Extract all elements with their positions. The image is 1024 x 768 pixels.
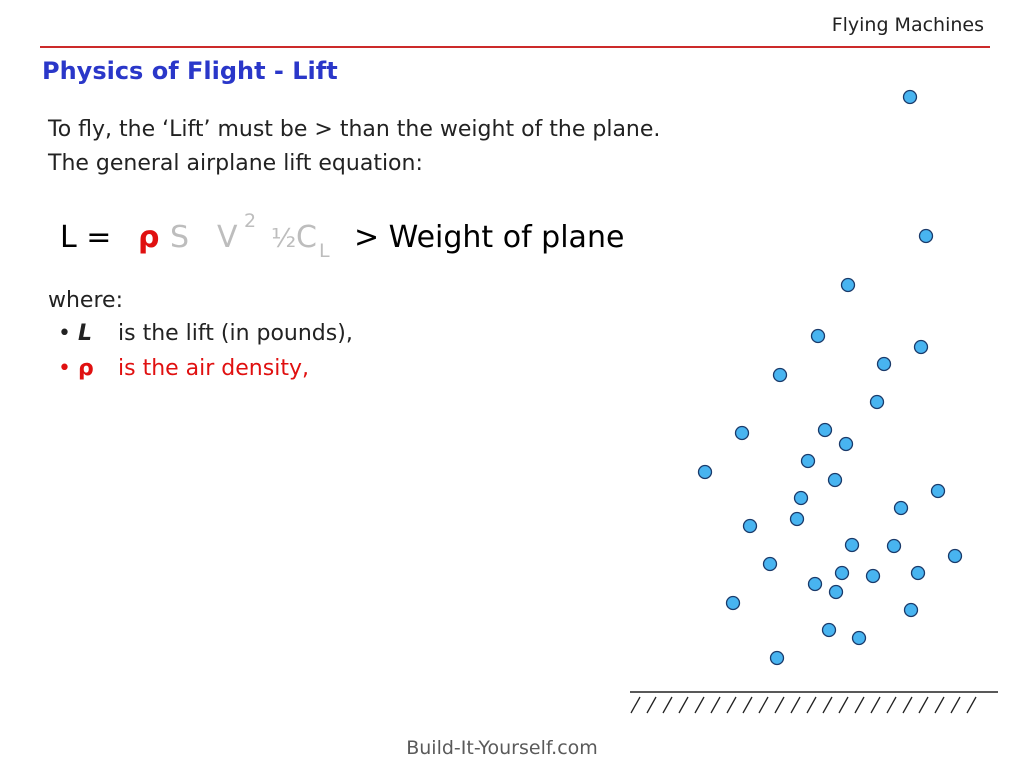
hatch-mark [903, 697, 912, 713]
hatch-mark [935, 697, 944, 713]
hatch-mark [855, 697, 864, 713]
hatch-mark [807, 697, 816, 713]
equation-half: ½ [271, 224, 297, 254]
air-particle [802, 455, 815, 468]
air-particle [727, 597, 740, 610]
footer-site: Build-It-Yourself.com [406, 737, 598, 759]
air-particle [699, 466, 712, 479]
equation-s: S [170, 220, 190, 255]
air-particle [904, 91, 917, 104]
intro-line-2: The general airplane lift equation: [48, 151, 423, 176]
definition-text: is the air density, [118, 356, 309, 381]
air-particle [812, 330, 825, 343]
air-particle [744, 520, 757, 533]
air-particle [736, 427, 749, 440]
air-particle [949, 550, 962, 563]
where-label: where: [48, 288, 123, 313]
air-particle [895, 502, 908, 515]
hatch-mark [967, 697, 976, 713]
air-particle [764, 558, 777, 571]
equation-rho: ρ [138, 220, 160, 255]
slide-title: Physics of Flight - Lift [42, 57, 338, 85]
air-particle [846, 539, 859, 552]
air-particles [699, 91, 962, 665]
hatch-mark [631, 697, 640, 713]
equation-rhs: > Weight of plane [354, 220, 625, 255]
hatch-mark [823, 697, 832, 713]
hatch-mark [647, 697, 656, 713]
header-title: Flying Machines [831, 14, 984, 36]
hatch-mark [663, 697, 672, 713]
air-particle [871, 396, 884, 409]
hatch-mark [791, 697, 800, 713]
hatch-mark [695, 697, 704, 713]
air-particle [912, 567, 925, 580]
air-particle [774, 369, 787, 382]
air-particle [829, 474, 842, 487]
hatch-mark [727, 697, 736, 713]
equation-c-subscript: L [319, 240, 330, 262]
bullet-dot: • [58, 321, 71, 346]
equation-c: C [296, 220, 317, 255]
air-particle [819, 424, 832, 437]
air-particle [932, 485, 945, 498]
intro-line-1: To fly, the ‘Lift’ must be > than the weight of the plane. [48, 117, 661, 142]
air-particle [795, 492, 808, 505]
air-particle [878, 358, 891, 371]
hatch-mark [951, 697, 960, 713]
hatched-ground [630, 692, 998, 713]
hatch-mark [871, 697, 880, 713]
ground-hatching [631, 697, 976, 713]
hatch-mark [839, 697, 848, 713]
definition-text: is the lift (in pounds), [118, 321, 353, 346]
air-particle [905, 604, 918, 617]
definition-symbol: ρ [78, 356, 94, 381]
equation-v: V [217, 220, 238, 255]
air-particle [791, 513, 804, 526]
air-particle [915, 341, 928, 354]
equation-lhs: L = [60, 220, 112, 255]
air-particle [842, 279, 855, 292]
hatch-mark [759, 697, 768, 713]
definition-symbol: L [78, 321, 93, 346]
air-particle [853, 632, 866, 645]
hatch-mark [919, 697, 928, 713]
hatch-mark [679, 697, 688, 713]
hatch-mark [743, 697, 752, 713]
air-particle [840, 438, 853, 451]
air-particle [867, 570, 880, 583]
hatch-mark [887, 697, 896, 713]
air-particle [836, 567, 849, 580]
air-particle [888, 540, 901, 553]
air-particle [823, 624, 836, 637]
hatch-mark [711, 697, 720, 713]
air-particle [830, 586, 843, 599]
hatch-mark [775, 697, 784, 713]
air-particle [771, 652, 784, 665]
air-particle [920, 230, 933, 243]
bullet-dot: • [58, 356, 71, 381]
air-particle [809, 578, 822, 591]
equation-v-exponent: 2 [244, 210, 257, 232]
